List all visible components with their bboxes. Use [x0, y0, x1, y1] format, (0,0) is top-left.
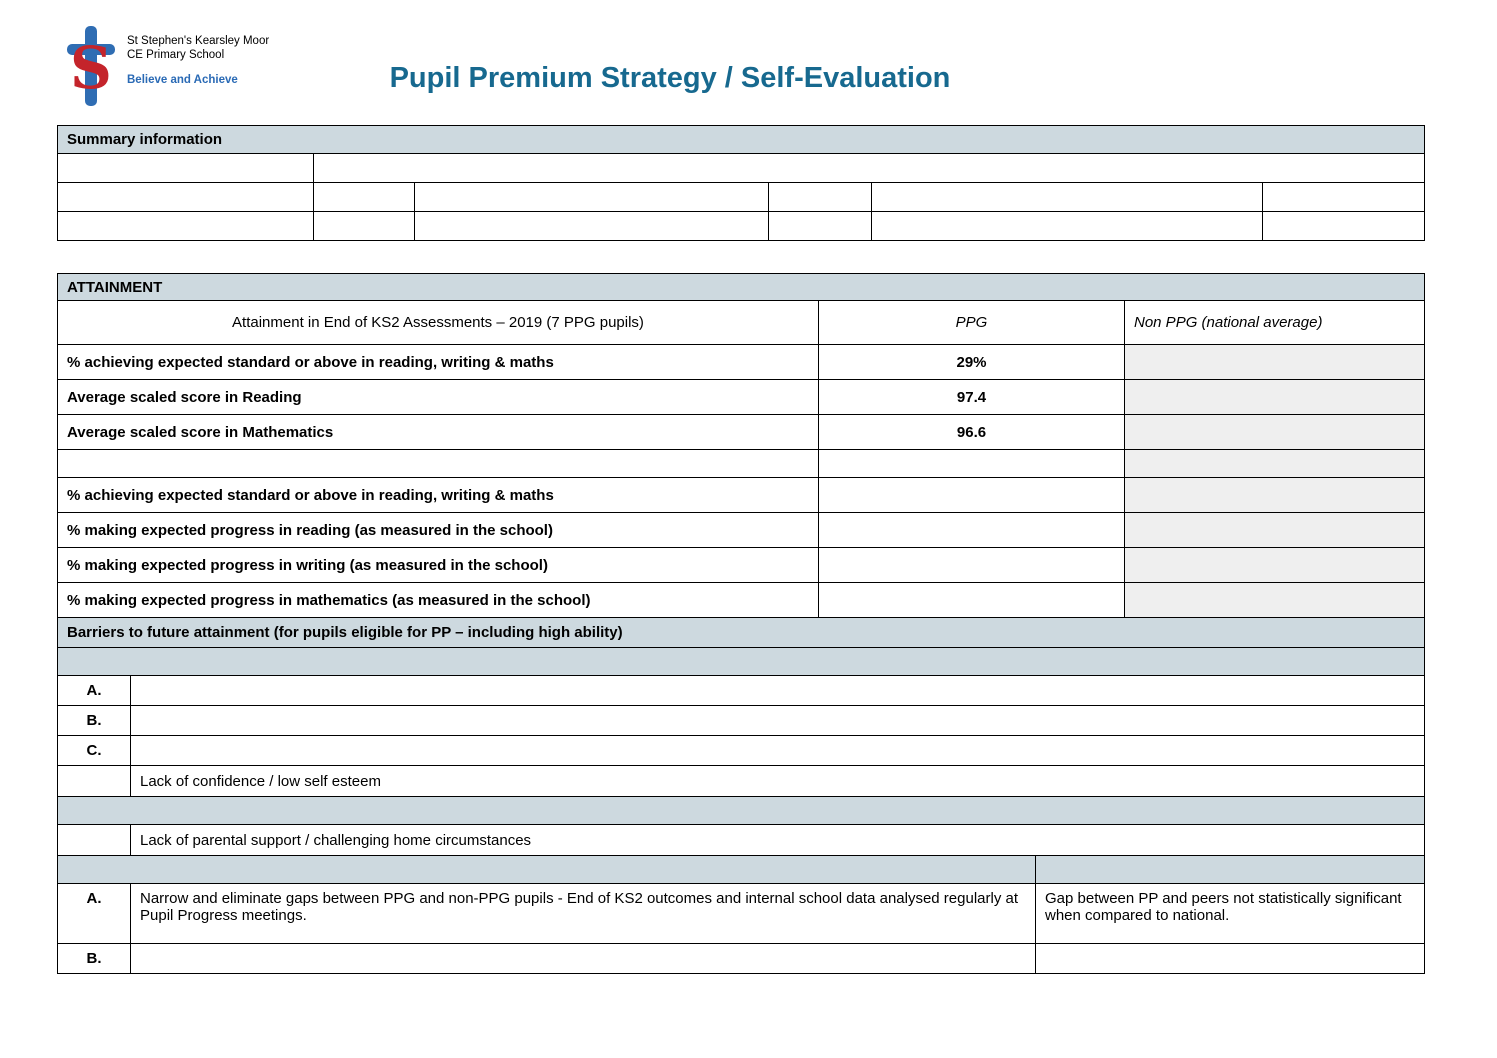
- empty-cell: [314, 154, 1425, 183]
- page-title: Pupil Premium Strategy / Self-Evaluation: [389, 62, 951, 94]
- empty-cell: [1263, 183, 1425, 212]
- empty-cell: [872, 183, 1263, 212]
- column-header-non-ppg: Non PPG (national average): [1125, 301, 1425, 345]
- table-row: [58, 856, 1425, 884]
- summary-information-table: [57, 125, 1425, 241]
- school-name-line1: St Stephen's Kearsley Moor: [127, 35, 270, 47]
- non-ppg-value-cell: [1125, 380, 1425, 415]
- table-row: [58, 183, 1425, 212]
- shaded-divider-cell: [58, 856, 1036, 884]
- empty-cell: [769, 212, 872, 241]
- non-ppg-value-cell: [1125, 548, 1425, 583]
- table-row: [58, 583, 1425, 618]
- column-header-ppg: PPG: [819, 301, 1125, 345]
- non-ppg-value-cell: [1125, 513, 1425, 548]
- attainment-row-label: % making expected progress in reading (as measured in the school): [58, 513, 819, 548]
- attainment-table: [57, 273, 1425, 974]
- barrier-letter-cell: [58, 766, 131, 797]
- non-ppg-value-cell: [1125, 415, 1425, 450]
- empty-cell: [415, 212, 769, 241]
- non-ppg-value-cell: [1125, 345, 1425, 380]
- table-row: [58, 676, 1425, 706]
- school-name-line2: CE Primary School: [127, 49, 225, 62]
- barrier-text-cell: Lack of parental support / challenging home circumstances: [131, 825, 1425, 856]
- table-row: [58, 548, 1425, 583]
- non-ppg-value-cell: [1125, 450, 1425, 478]
- barrier-text-cell: [131, 676, 1425, 706]
- non-ppg-value-cell: [1125, 478, 1425, 513]
- barrier-letter-cell: B.: [58, 706, 131, 736]
- empty-cell: [314, 183, 415, 212]
- attainment-row-label: % making expected progress in mathematics (as measured in the school): [58, 583, 819, 618]
- barriers-header-cell: Barriers to future attainment (for pupils eligible for PP – including high ability): [58, 618, 1425, 648]
- summary-header-cell: Summary information: [58, 126, 1425, 154]
- ppg-value-cell: [819, 583, 1125, 618]
- table-row: [58, 274, 1425, 301]
- barrier-letter-cell: A.: [58, 676, 131, 706]
- table-row: [58, 825, 1425, 856]
- table-row: [58, 706, 1425, 736]
- barrier-text-cell: [131, 736, 1425, 766]
- ppg-value-cell: 29%: [819, 345, 1125, 380]
- school-motto: Believe and Achieve: [127, 73, 238, 86]
- table-row: [58, 212, 1425, 241]
- table-row: [58, 618, 1425, 648]
- shaded-divider-row: [58, 648, 1425, 676]
- table-row: [58, 797, 1425, 825]
- outcome-text-cell: [131, 944, 1036, 974]
- ppg-value-cell: [819, 478, 1125, 513]
- table-row: [58, 736, 1425, 766]
- attainment-row-label: [58, 450, 819, 478]
- empty-cell: [769, 183, 872, 212]
- attainment-row-label: % achieving expected standard or above in reading, writing & maths: [58, 478, 819, 513]
- table-row: [58, 301, 1425, 345]
- table-row: [58, 345, 1425, 380]
- empty-cell: [58, 154, 314, 183]
- barrier-text-cell: [131, 706, 1425, 736]
- empty-cell: [1263, 212, 1425, 241]
- outcome-criteria-cell: Gap between PP and peers not statistically significant when compared to national.: [1036, 884, 1425, 944]
- table-row: [58, 648, 1425, 676]
- document-header: [0, 0, 1497, 125]
- table-row: [58, 126, 1425, 154]
- attainment-row-label: % making expected progress in writing (as measured in the school): [58, 548, 819, 583]
- barrier-letter-cell: C.: [58, 736, 131, 766]
- table-row: [58, 478, 1425, 513]
- ppg-value-cell: [819, 548, 1125, 583]
- svg-text:S: S: [70, 34, 112, 102]
- ppg-value-cell: 97.4: [819, 380, 1125, 415]
- empty-cell: [872, 212, 1263, 241]
- table-row: [58, 513, 1425, 548]
- table-row: [58, 450, 1425, 478]
- table-row: [58, 380, 1425, 415]
- barrier-text-cell: Lack of confidence / low self esteem: [131, 766, 1425, 797]
- empty-cell: [58, 183, 314, 212]
- attainment-row-label: Average scaled score in Mathematics: [58, 415, 819, 450]
- empty-cell: [314, 212, 415, 241]
- empty-cell: [58, 212, 314, 241]
- empty-cell: [415, 183, 769, 212]
- ppg-value-cell: [819, 450, 1125, 478]
- ppg-value-cell: 96.6: [819, 415, 1125, 450]
- outcome-letter-cell: B.: [58, 944, 131, 974]
- table-row: [58, 884, 1425, 944]
- attainment-row-label: % achieving expected standard or above in reading, writing & maths: [58, 345, 819, 380]
- table-row: [58, 154, 1425, 183]
- table-row: [58, 766, 1425, 797]
- attainment-header-cell: ATTAINMENT: [58, 274, 1425, 301]
- attainment-subheader-label: Attainment in End of KS2 Assessments – 2019 (7 PPG pupils): [58, 301, 819, 345]
- shaded-divider-row: [58, 797, 1425, 825]
- table-row: [58, 415, 1425, 450]
- outcome-criteria-cell: [1036, 944, 1425, 974]
- attainment-row-label: Average scaled score in Reading: [58, 380, 819, 415]
- outcome-letter-cell: A.: [58, 884, 131, 944]
- outcome-text-cell: Narrow and eliminate gaps between PPG and non-PPG pupils - End of KS2 outcomes and internal school data analysed regularly at Pupil Progress meetings.: [131, 884, 1036, 944]
- shaded-divider-cell: [1036, 856, 1425, 884]
- barrier-letter-cell: [58, 825, 131, 856]
- ppg-value-cell: [819, 513, 1125, 548]
- table-row: [58, 944, 1425, 974]
- non-ppg-value-cell: [1125, 583, 1425, 618]
